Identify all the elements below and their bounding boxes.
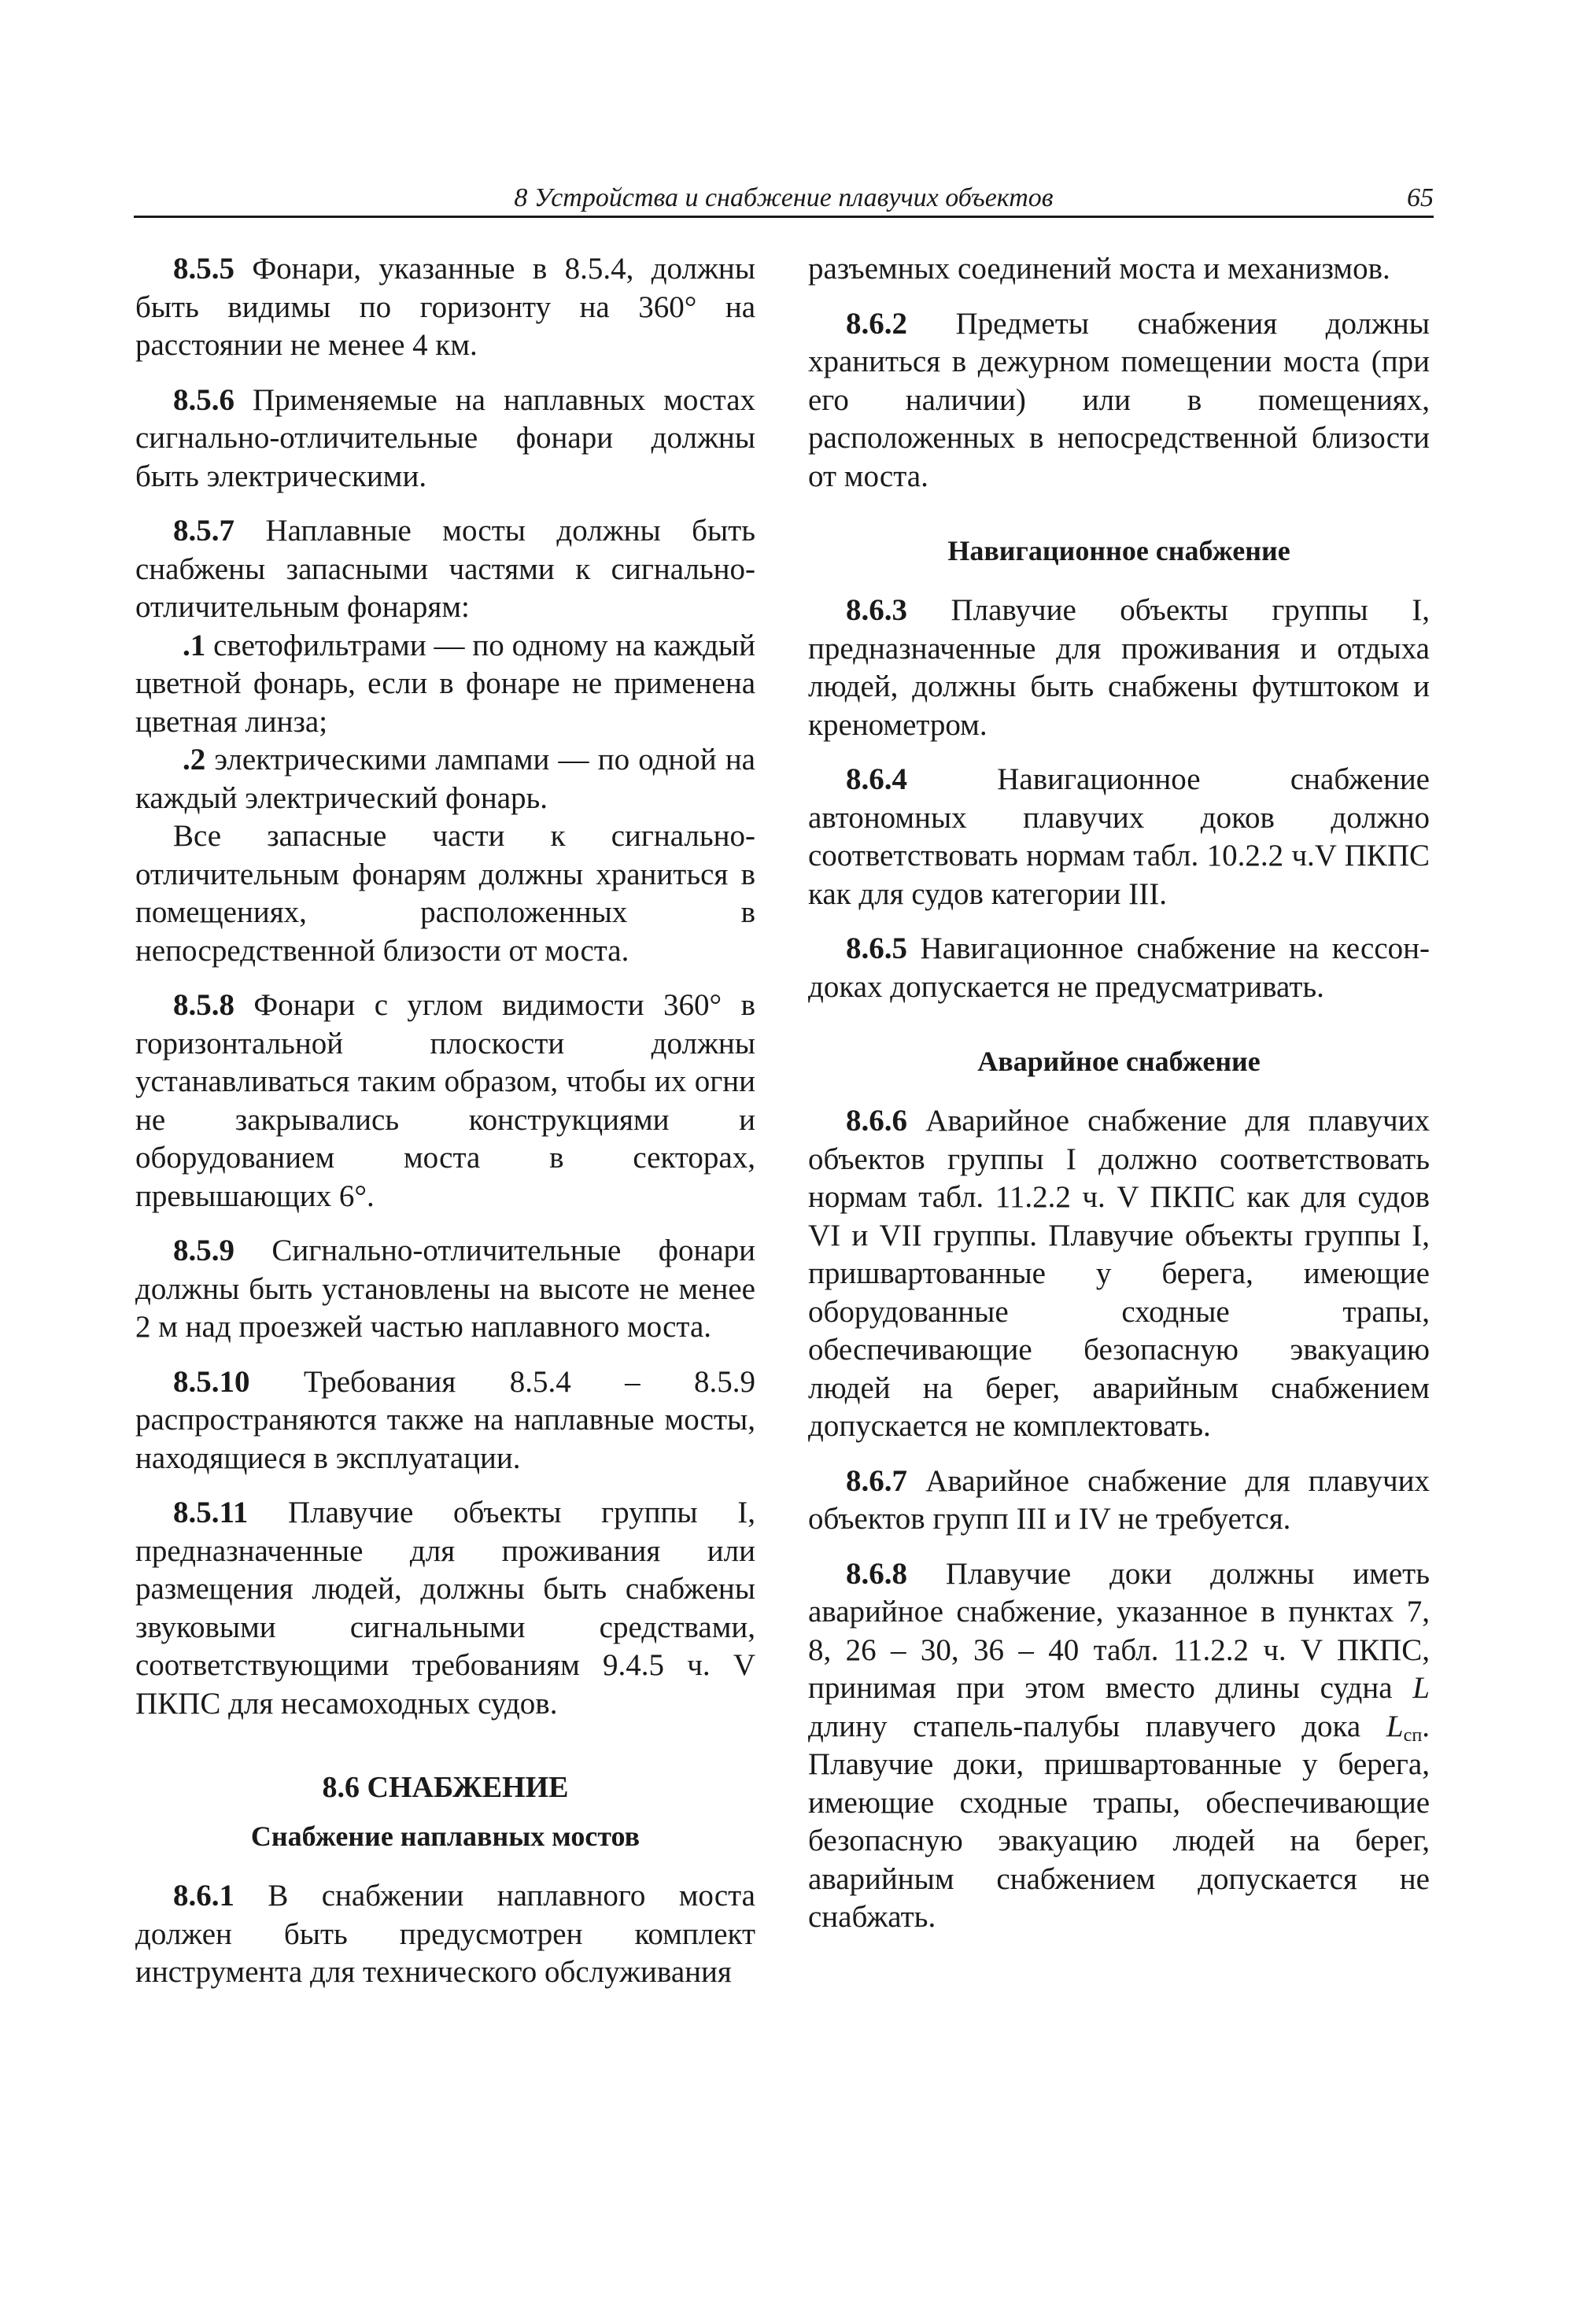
continued-text: разъемных соединений моста и механизмов. xyxy=(808,252,1390,286)
clause-number: 8.6.7 xyxy=(846,1463,907,1498)
page-number: 65 xyxy=(1407,183,1434,212)
paragraph-8-5-6 xyxy=(135,382,755,496)
clause-number: 8.6.4 xyxy=(846,762,907,796)
clause-text: Навигационное снабжение автономных плавучих доков должно соответствовать нормам табл. 10.2.2 ч.V ПКПС как для судов категории III. xyxy=(808,762,1430,911)
section-heading-8-6: 8.6 СНАБЖЕНИЕ xyxy=(322,1771,569,1804)
item-text: светофильтрами — по одному на каждый цветной фонарь, если в фонаре не применена цветная линза; xyxy=(135,628,756,739)
paragraph-8-6-1 xyxy=(135,1877,755,1992)
paragraph-8-6-3 xyxy=(808,592,1430,744)
clause-text-c: . Плавучие доки, пришвартованные у берега, имеющие сходные трапы, обеспечивающие безопасную эвакуацию людей на берег, аварийным снабжением допускается не снабжать. xyxy=(808,1709,1430,1934)
clause-text-a: Плавучие доки должны иметь аварийное снабжение, указанное в пунктах 7, 8, 26 – 30, 36 – 40 табл. 11.2.2 ч. V ПКПС, принимая при этом вместо длины судна xyxy=(808,1556,1430,1705)
clause-text: Применяемые на наплавных мостах сигнально-отличительные фонари должны быть электрическими. xyxy=(135,382,756,493)
clause-text: Требования 8.5.4 – 8.5.9 распространяются также на наплавные мосты, находящиеся в эксплуатации. xyxy=(135,1364,755,1475)
item-text: электрическими лампами — по одной на каждый электрический фонарь. xyxy=(135,743,755,815)
variable-l-sp: L xyxy=(1386,1709,1404,1743)
note-text: Все запасные части к сигнально-отличительным фонарям должны храниться в помещениях, расположенных в непосредственной близости от моста. xyxy=(135,819,755,968)
clause-number: 8.6.2 xyxy=(846,306,907,341)
clause-number: 8.5.11 xyxy=(173,1496,249,1529)
header-title: 8 Устройства и снабжение плавучих объектов xyxy=(514,183,1054,212)
clause-number: 8.6.1 xyxy=(173,1879,234,1913)
clause-text: Сигнально-отличительные фонари должны быть установлены на высоте не менее 2 м над проезжей частью наплавного моста. xyxy=(135,1234,755,1344)
subheading-bridge-supply: Снабжение наплавных мостов xyxy=(250,1820,640,1852)
clause-text: Фонари, указанные в 8.5.4, должны быть видимы по горизонту на 360° на расстоянии не менее 4 км. xyxy=(135,252,755,362)
clause-text: Наплавные мосты должны быть снабжены запасными частями к сигнально-отличительным фонарям: xyxy=(135,514,756,624)
variable-l-sp-subscript: сп xyxy=(1403,1724,1423,1746)
clause-text: Плавучие объекты группы I, предназначенные для проживания или размещения людей, должны быть снабжены звуковыми сигнальными средствами, соответствующими требованиям 9.4.5 ч. V ПКПС для несамоходных судов. xyxy=(135,1496,755,1721)
clause-text: В снабжении наплавного моста должен быть предусмотрен комплект инструмента для технического обслуживания xyxy=(135,1879,755,1989)
paragraph-8-6-4 xyxy=(808,761,1430,913)
left-column xyxy=(135,250,755,2009)
paragraph-8-6-1-continued xyxy=(808,250,1430,289)
paragraph-8-6-5 xyxy=(808,930,1430,1006)
paragraph-8-6-2 xyxy=(808,305,1430,496)
variable-l: L xyxy=(1412,1671,1430,1705)
clause-text: Фонари с углом видимости 360° в горизонтальной плоскости должны устанавливаться таким образом, чтобы их огни не закрывались конструкциями и оборудованием моста в секторах, превышающих 6°. xyxy=(135,988,755,1213)
clause-number: 8.5.9 xyxy=(173,1234,234,1267)
clause-number: 8.6.3 xyxy=(846,593,907,627)
paragraph-8-5-5 xyxy=(135,250,755,365)
clause-text-b: длину стапель-палубы плавучего дока xyxy=(808,1709,1361,1743)
paragraph-8-5-10 xyxy=(135,1363,755,1478)
clause-number: 8.6.8 xyxy=(846,1556,907,1591)
paragraph-8-5-8 xyxy=(135,987,755,1215)
clause-number: 8.6.5 xyxy=(846,931,907,965)
clause-number: 8.6.6 xyxy=(846,1104,907,1138)
clause-text: Предметы снабжения должны храниться в дежурном помещении моста (при его наличии) или в помещениях, расположенных в непосредственной близости от моста. xyxy=(808,306,1430,493)
clause-number: 8.5.10 xyxy=(173,1364,250,1399)
list-item-2 xyxy=(135,741,755,817)
subheading-navigation-supply: Навигационное снабжение xyxy=(947,535,1290,566)
clause-number: 8.5.5 xyxy=(173,252,234,286)
paragraph-8-6-6 xyxy=(808,1102,1430,1446)
paragraph-spare-parts-note xyxy=(135,817,755,970)
clause-number: 8.5.6 xyxy=(173,382,234,417)
clause-number: 8.5.8 xyxy=(173,988,234,1022)
list-item-1 xyxy=(135,627,755,742)
item-number: .1 xyxy=(183,628,206,662)
paragraph-8-5-7 xyxy=(135,512,755,627)
paragraph-8-5-9 xyxy=(135,1232,755,1347)
paragraph-8-6-7 xyxy=(808,1463,1430,1539)
clause-text: Плавучие объекты группы I, предназначенные для проживания и отдыха людей, должны быть снабжены футштоком и кренометром. xyxy=(808,593,1430,742)
running-header xyxy=(134,183,1434,218)
clause-text: Аварийное снабжение для плавучих объектов группы I должно соответствовать нормам табл. 11.2.2 ч. V ПКПС как для судов VI и VII группы. Плавучие объекты группы I, пришвартованные у берега, имеющие оборудованные сходные трапы, обеспечивающие безопасную эвакуацию людей на берег, аварийным снабжением допускается не комплектовать. xyxy=(808,1104,1430,1443)
clause-text: Аварийное снабжение для плавучих объектов групп III и IV не требуется. xyxy=(808,1463,1430,1536)
right-column xyxy=(808,250,1430,1953)
clause-number: 8.5.7 xyxy=(173,514,234,548)
paragraph-8-5-11 xyxy=(135,1494,755,1723)
item-number: .2 xyxy=(183,743,206,777)
clause-text: Навигационное снабжение на кессон-доках допускается не предусматривать. xyxy=(808,931,1430,1004)
paragraph-8-6-8 xyxy=(808,1555,1430,1937)
subheading-emergency-supply: Аварийное снабжение xyxy=(977,1046,1261,1077)
